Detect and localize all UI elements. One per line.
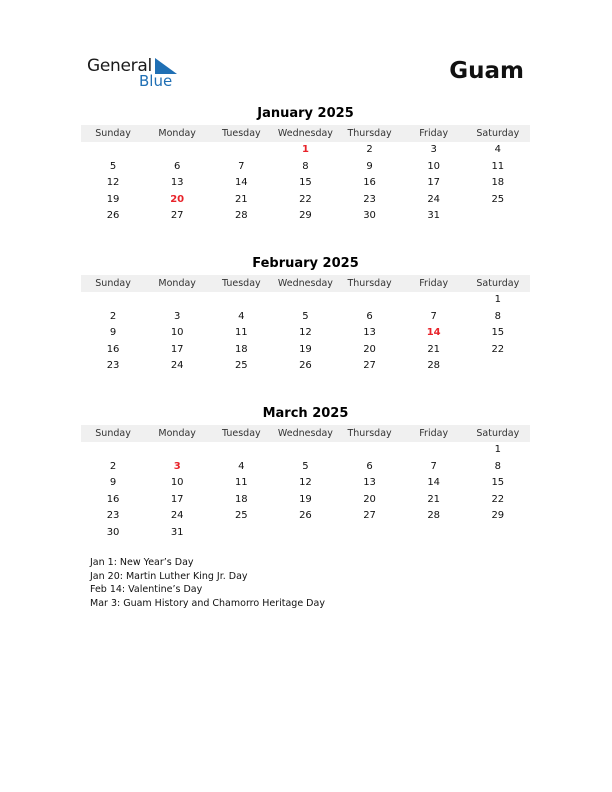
day-cell: 25: [234, 510, 248, 522]
day-cell: 30: [363, 210, 376, 222]
day-cell: 28: [427, 510, 441, 522]
day-cell: 11: [234, 327, 248, 339]
day-cell: 7: [238, 160, 245, 172]
day-cell: 19: [106, 193, 120, 205]
day-cell: 9: [366, 160, 373, 172]
weekday-header: [81, 275, 530, 292]
month-calendar: [81, 105, 530, 225]
holiday-note: Mar 3: Guam History and Chamorro Heritage Day: [90, 598, 325, 610]
weekday-label: Thursday: [347, 428, 392, 439]
day-cell: 7: [430, 310, 437, 322]
day-cell: 21: [427, 493, 441, 505]
day-cell: 29: [491, 510, 505, 522]
day-cell: 15: [491, 327, 505, 339]
day-cell: [209, 142, 273, 159]
day-cell: 12: [106, 177, 120, 189]
day-cell: 6: [366, 310, 373, 322]
day-cell: 17: [170, 343, 184, 355]
month-calendar: [81, 255, 530, 375]
holiday-day-cell: 3: [173, 460, 181, 472]
week-row: [81, 309, 530, 326]
day-cell: [466, 208, 530, 225]
holiday-note: Feb 14: Valentine’s Day: [90, 584, 203, 596]
day-cell: 14: [234, 177, 248, 189]
day-cell: 23: [106, 360, 120, 372]
day-cell: 27: [363, 360, 376, 372]
weekday-label: Saturday: [476, 428, 520, 439]
weekday-header: [81, 425, 530, 442]
day-cell: 9: [109, 477, 117, 489]
weekday-label: Thursday: [347, 278, 392, 289]
month-title: March 2025: [262, 406, 349, 421]
day-cell: [209, 292, 273, 309]
day-cell: [338, 525, 402, 542]
week-row: [81, 292, 530, 309]
day-cell: 16: [363, 177, 376, 189]
day-cell: [209, 525, 273, 542]
day-cell: [402, 292, 466, 309]
day-cell: 6: [174, 160, 181, 172]
logo: [87, 56, 187, 92]
day-cell: [209, 442, 273, 459]
day-cell: 6: [366, 460, 373, 472]
week-row: [81, 142, 530, 159]
day-cell: [81, 292, 145, 309]
day-cell: 13: [170, 177, 184, 189]
day-cell: 23: [363, 193, 376, 205]
week-row: [81, 508, 530, 525]
day-cell: [402, 525, 466, 542]
weekday-label: Tuesday: [221, 278, 261, 289]
day-cell: [145, 292, 209, 309]
day-cell: 21: [427, 343, 441, 355]
holiday-note: Jan 20: Martin Luther King Jr. Day: [90, 570, 248, 582]
day-cell: 15: [491, 477, 505, 489]
day-cell: [273, 525, 337, 542]
day-cell: 9: [109, 327, 117, 339]
weekday-label: Monday: [158, 278, 196, 289]
day-cell: 11: [491, 160, 505, 172]
day-cell: 21: [234, 193, 248, 205]
day-cell: [81, 442, 145, 459]
day-cell: 5: [302, 460, 309, 472]
month-title: January 2025: [257, 106, 354, 121]
day-cell: [466, 525, 530, 542]
day-cell: 24: [170, 510, 184, 522]
day-cell: 3: [174, 310, 181, 322]
logo-text-general: General: [87, 56, 152, 76]
day-cell: 24: [427, 193, 441, 205]
day-cell: 28: [234, 210, 248, 222]
weekday-label: Tuesday: [221, 128, 261, 139]
day-cell: 8: [494, 460, 501, 472]
day-cell: 2: [366, 144, 373, 155]
day-cell: 1: [494, 444, 501, 455]
week-row: [81, 442, 530, 459]
weekday-label: Saturday: [476, 278, 520, 289]
holiday-note: Jan 1: New Year’s Day: [90, 557, 194, 568]
weekday-header: [81, 125, 530, 142]
day-cell: 4: [238, 310, 245, 322]
day-cell: [145, 142, 209, 159]
weekday-label: Wednesday: [277, 278, 333, 289]
day-cell: 17: [427, 177, 441, 189]
holiday-notes: [90, 556, 325, 611]
day-cell: 25: [234, 360, 248, 372]
day-cell: [273, 292, 337, 309]
week-row: [81, 192, 530, 209]
day-cell: 4: [494, 144, 501, 155]
day-cell: 24: [170, 360, 184, 372]
day-cell: 12: [299, 327, 312, 339]
day-cell: 5: [302, 310, 309, 322]
week-row: [81, 175, 530, 192]
weekday-label: Friday: [419, 428, 449, 439]
day-cell: [145, 442, 209, 459]
week-row: [81, 459, 530, 476]
day-cell: 10: [170, 477, 184, 489]
day-cell: 12: [299, 477, 312, 489]
day-cell: 31: [170, 526, 184, 538]
day-cell: 13: [363, 477, 376, 489]
day-cell: 18: [234, 493, 248, 505]
day-cell: 26: [299, 360, 312, 372]
day-cell: 22: [299, 193, 312, 205]
day-cell: 8: [302, 160, 309, 172]
day-cell: 23: [106, 510, 120, 522]
weekday-label: Friday: [419, 128, 449, 139]
week-row: [81, 159, 530, 176]
weekday-label: Wednesday: [277, 428, 333, 439]
day-cell: [466, 358, 530, 375]
day-cell: 10: [427, 160, 441, 172]
day-cell: 30: [106, 526, 120, 538]
day-cell: 19: [299, 493, 312, 505]
day-cell: 5: [109, 160, 117, 172]
month-title: February 2025: [252, 256, 359, 271]
day-cell: 15: [299, 177, 312, 189]
day-cell: 26: [106, 210, 120, 222]
country-title: Guam: [449, 58, 524, 84]
week-row: [81, 208, 530, 225]
day-cell: 18: [491, 177, 505, 189]
day-cell: 4: [238, 460, 245, 472]
day-cell: 22: [491, 493, 505, 505]
day-cell: [338, 292, 402, 309]
day-cell: 19: [299, 343, 312, 355]
day-cell: 11: [234, 477, 248, 489]
weekday-label: Friday: [419, 278, 449, 289]
holiday-day-cell: 14: [426, 327, 441, 339]
day-cell: 16: [106, 493, 120, 505]
day-cell: 16: [106, 343, 120, 355]
day-cell: 10: [170, 327, 184, 339]
month-calendar: [81, 405, 530, 542]
day-cell: 14: [427, 477, 441, 489]
day-cell: 13: [363, 327, 376, 339]
week-row: [81, 475, 530, 492]
week-row: [81, 342, 530, 359]
weekday-label: Monday: [158, 428, 196, 439]
day-cell: 3: [430, 144, 437, 155]
day-cell: [402, 442, 466, 459]
day-cell: 20: [363, 493, 376, 505]
day-cell: 7: [430, 460, 437, 472]
day-cell: [81, 142, 145, 159]
week-row: [81, 492, 530, 509]
weekday-label: Wednesday: [277, 128, 333, 139]
weekday-label: Sunday: [95, 278, 131, 289]
weekday-label: Saturday: [476, 128, 520, 139]
day-cell: 20: [363, 343, 376, 355]
day-cell: 27: [363, 510, 376, 522]
day-cell: 28: [427, 360, 441, 372]
weekday-label: Sunday: [95, 428, 131, 439]
weekday-label: Sunday: [95, 128, 131, 139]
day-cell: 22: [491, 343, 505, 355]
week-row: [81, 525, 530, 542]
day-cell: 2: [109, 310, 117, 322]
weekday-label: Thursday: [347, 128, 392, 139]
day-cell: 29: [299, 210, 312, 222]
weekday-label: Monday: [158, 128, 196, 139]
day-cell: [338, 442, 402, 459]
day-cell: 8: [494, 310, 501, 322]
holiday-day-cell: 20: [170, 193, 185, 205]
logo-text-blue: Blue: [139, 72, 173, 90]
day-cell: 26: [299, 510, 312, 522]
weekday-label: Tuesday: [221, 428, 261, 439]
week-row: [81, 325, 530, 342]
day-cell: 2: [109, 460, 117, 472]
week-row: [81, 358, 530, 375]
day-cell: 27: [170, 210, 184, 222]
day-cell: [273, 442, 337, 459]
day-cell: 18: [234, 343, 248, 355]
day-cell: 1: [494, 294, 501, 305]
holiday-day-cell: 1: [301, 144, 309, 155]
day-cell: 31: [427, 210, 441, 222]
day-cell: 25: [491, 193, 505, 205]
day-cell: 17: [170, 493, 184, 505]
